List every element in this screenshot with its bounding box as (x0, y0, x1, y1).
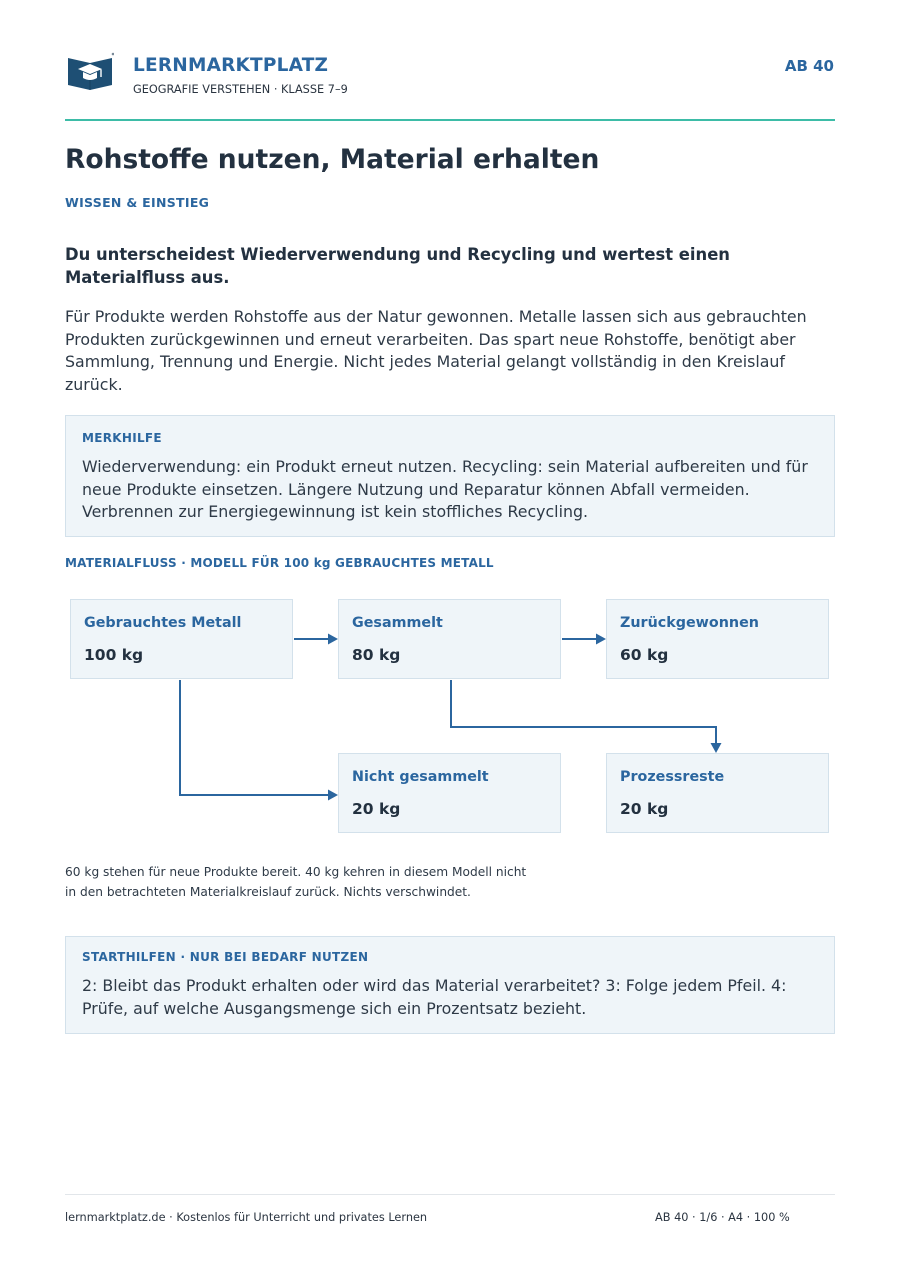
footer-divider (65, 1194, 835, 1195)
node-value: 20 kg (620, 800, 669, 818)
node-label: Gebrauchtes Metall (84, 615, 242, 631)
learning-goal: Du unterscheidest Wiederverwendung und Recycling und wertest einen Materialfluss aus. (65, 245, 730, 287)
merkhilfe-label: MERKHILFE (82, 431, 162, 445)
node-value: 60 kg (620, 646, 669, 664)
starthilfen-text: 2: Bleibt das Produkt erhalten oder wird das Material verarbeitet? 3: Folge jedem Pfeil. 4: Prüfe, auf welche Ausgangsmenge sich ein Prozentsatz bezieht. (82, 976, 787, 1018)
intro-paragraph: Für Produkte werden Rohstoffe aus der Natur gewonnen. Metalle lassen sich aus gebrauchten Produkten zurückgewinnen und erneut verarbeiten. Das spart neue Rohstoffe, benötigt aber Sammlung, Trennung und Energie. Nicht jedes Material gelangt vollständig in den Kreislauf zurück. (65, 307, 807, 394)
section-kicker: WISSEN & EINSTIEG (65, 195, 210, 210)
node-nicht-gesammelt (338, 753, 561, 833)
page-title: Rohstoffe nutzen, Material erhalten (65, 144, 600, 175)
starthilfen-box (65, 936, 835, 1034)
node-gesammelt (338, 599, 561, 679)
footer-page-info: AB 40 · 1/6 · A4 · 100 % (655, 1211, 790, 1224)
flow-note: 60 kg stehen für neue Produkte bereit. 40 kg kehren in diesem Modell nicht in den betrachteten Materialkreislauf zurück. Nichts verschwindet. (65, 865, 527, 899)
node-prozessreste (606, 753, 829, 833)
header-divider (65, 119, 835, 121)
starthilfen-label: STARTHILFEN · NUR BEI BEDARF NUTZEN (82, 950, 369, 964)
arrow-gebraucht-to-nicht-gesammelt (180, 680, 329, 795)
node-value: 20 kg (352, 800, 401, 818)
merkhilfe-text: Wiederverwendung: ein Produkt erneut nutzen. Recycling: sein Material aufbereiten und für neue Produkte einsetzen. Längere Nutzung und Reparatur können Abfall vermeiden. Verbrennen zur Energiegewinnung ist kein stoffliches Recycling. (82, 457, 808, 521)
node-label: Nicht gesammelt (352, 769, 489, 785)
brand-name: LERNMARKTPLATZ (133, 55, 329, 76)
node-label: Gesammelt (352, 615, 443, 631)
footer-site-note: lernmarktplatz.de · Kostenlos für Unterricht und privates Lernen (65, 1211, 428, 1224)
flow-diagram-title: MATERIALFLUSS · MODELL FÜR 100 kg GEBRAUCHTES METALL (65, 556, 494, 570)
node-label: Prozessreste (620, 769, 725, 785)
graduation-book-logo-icon (66, 52, 114, 92)
arrow-gesammelt-to-prozessreste (451, 680, 716, 744)
node-label: Zurückgewonnen (620, 615, 759, 631)
node-gebrauchtes-metall (70, 599, 293, 679)
sheet-number: AB 40 (784, 57, 834, 75)
merkhilfe-box (65, 415, 835, 537)
node-value: 80 kg (352, 646, 401, 664)
node-zurueckgewonnen (606, 599, 829, 679)
node-value: 100 kg (84, 646, 144, 664)
brand-subtitle: GEOGRAFIE VERSTEHEN · KLASSE 7–9 (133, 83, 348, 96)
